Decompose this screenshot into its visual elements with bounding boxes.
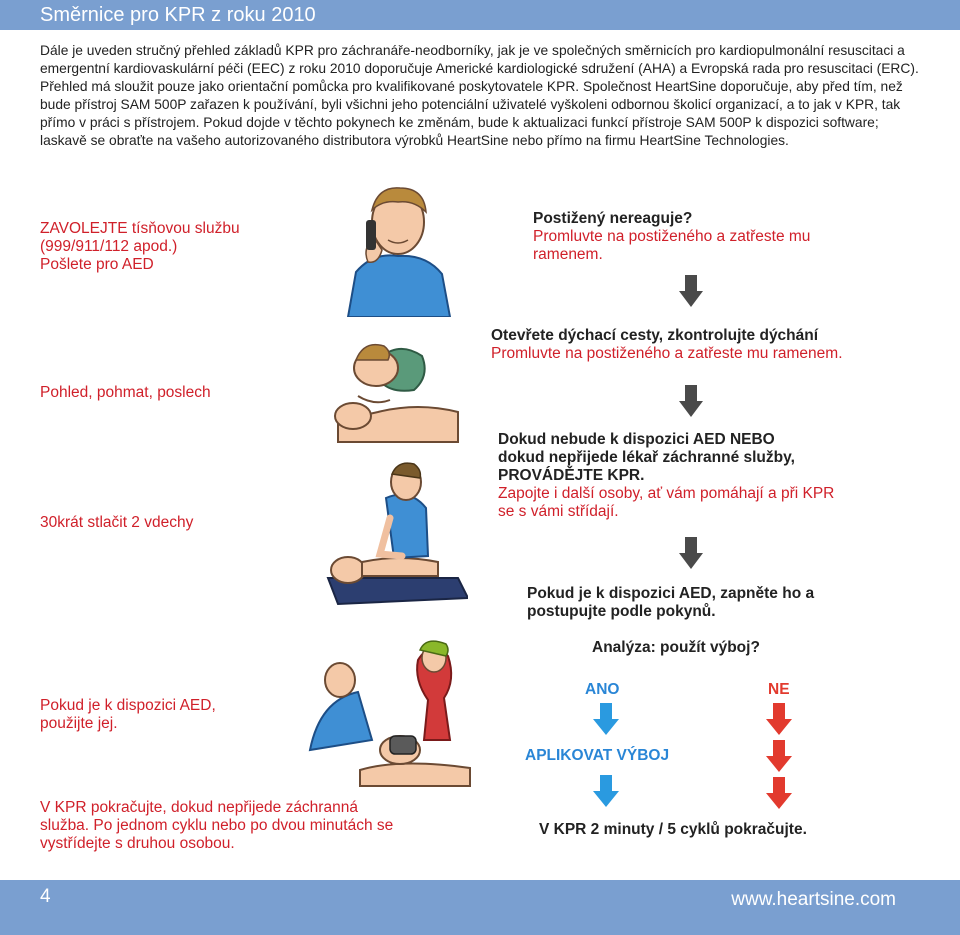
use-aed-text xyxy=(40,697,216,733)
call-line-2: (999/911/112 apod.) xyxy=(40,238,178,255)
apply-shock-label: APLIKOVAT VÝBOJ xyxy=(525,747,670,764)
aed-line-1: Pokud je k dispozici AED, xyxy=(40,697,216,714)
arrow-down-icon xyxy=(679,537,703,569)
step1-title: Postižený nereaguje? xyxy=(533,210,693,227)
arrow-down-icon xyxy=(679,385,703,417)
call-emergency-text xyxy=(40,220,240,274)
arrow-down-icon xyxy=(679,275,703,307)
step2-subtitle: Promluvte na postiženého a zatřeste mu ramenem. xyxy=(491,345,843,362)
no-label: NE xyxy=(768,681,790,698)
call-line-1: ZAVOLEJTE tísňovou službu xyxy=(40,220,240,237)
step3-line-3: PROVÁDĚJTE KPR. xyxy=(498,467,645,484)
intro-paragraph: Dále je uveden stručný přehled základů KPR pro záchranáře-neodborníky, jak je ve společných směrnicích pro kardiopulmonální resuscitaci a emergentní kardiovaskulární péči (EEC) z roku 2010 doporučuje Americké kardiologické sdružení (AHA) a Evropská rada pro resuscitaci (ERC). Přehled má sloužit pouze jako orientační pomůcka pro kvalifikované poskytovatele KPR. Společnost HeartSine doporučuje, aby před tím, než bude přístroj SAM 500P zařazen k používání, byli všichni jeho potenciální uživatelé vyškoleni odbornou školicí organizací, a to jak v KPR, tak přímo v práci s přístrojem. Pokud dojde v těchto pokynech ke změnám, bude k aktualizaci funkcí přístroje SAM 500P k dispozici software; laskavě se obraťte na vašeho autorizovaného distributora výrobků HeartSine nebo přímo na firmu HeartSine Technologies. xyxy=(40,43,919,149)
step-perform-cpr xyxy=(498,431,834,521)
step4-line-2: postupujte podle pokynů. xyxy=(527,603,716,620)
arrow-down-icon xyxy=(766,777,792,809)
step-open-airway xyxy=(491,327,843,363)
arrow-down-icon xyxy=(593,775,619,807)
step1-line-2: ramenem. xyxy=(533,246,603,263)
step1-line-1: Promluvte na postiženého a zatřeste mu xyxy=(533,228,811,245)
yes-label: ANO xyxy=(585,681,620,698)
step3-line-2: dokud nepřijede lékař záchranné služby, xyxy=(498,449,795,466)
arrow-down-icon xyxy=(593,703,619,735)
continue-cpr-final: V KPR 2 minuty / 5 cyklů pokračujte. xyxy=(539,821,807,838)
arrow-down-icon xyxy=(766,703,792,735)
step-unresponsive xyxy=(533,210,810,264)
step-turn-on-aed xyxy=(527,585,814,621)
analysis-question: Analýza: použít výboj? xyxy=(592,639,760,656)
step3-red-line-2: se s vámi střídají. xyxy=(498,503,619,520)
continue-cpr-text xyxy=(40,799,393,853)
airway-check-illustration xyxy=(318,330,468,450)
step4-line-1: Pokud je k dispozici AED, zapněte ho a xyxy=(527,585,815,602)
look-listen-feel-text: Pohled, pohmat, poslech xyxy=(40,384,211,401)
aed-use-illustration xyxy=(300,640,480,790)
arrow-down-icon xyxy=(766,740,792,772)
call-line-3: Pošlete pro AED xyxy=(40,256,154,273)
step3-red-line-1: Zapojte i další osoby, ať vám pomáhají a při KPR xyxy=(498,485,835,502)
website-url: www.heartsine.com xyxy=(731,889,896,910)
step2-title: Otevřete dýchací cesty, zkontrolujte dýchání xyxy=(491,327,819,344)
phone-call-illustration xyxy=(338,182,458,317)
compressions-text: 30krát stlačit 2 vdechy xyxy=(40,514,194,531)
page-title: Směrnice pro KPR z roku 2010 xyxy=(40,4,316,26)
page-number: 4 xyxy=(40,886,51,907)
continue-line-3: vystřídejte s druhou osobou. xyxy=(40,835,235,852)
chest-compression-illustration xyxy=(318,458,468,608)
continue-line-1: V KPR pokračujte, dokud nepřijede záchranná xyxy=(40,799,358,816)
step3-line-1: Dokud nebude k dispozici AED NEBO xyxy=(498,431,775,448)
aed-line-2: použijte jej. xyxy=(40,715,118,732)
continue-line-2: služba. Po jednom cyklu nebo po dvou minutách se xyxy=(40,817,394,834)
